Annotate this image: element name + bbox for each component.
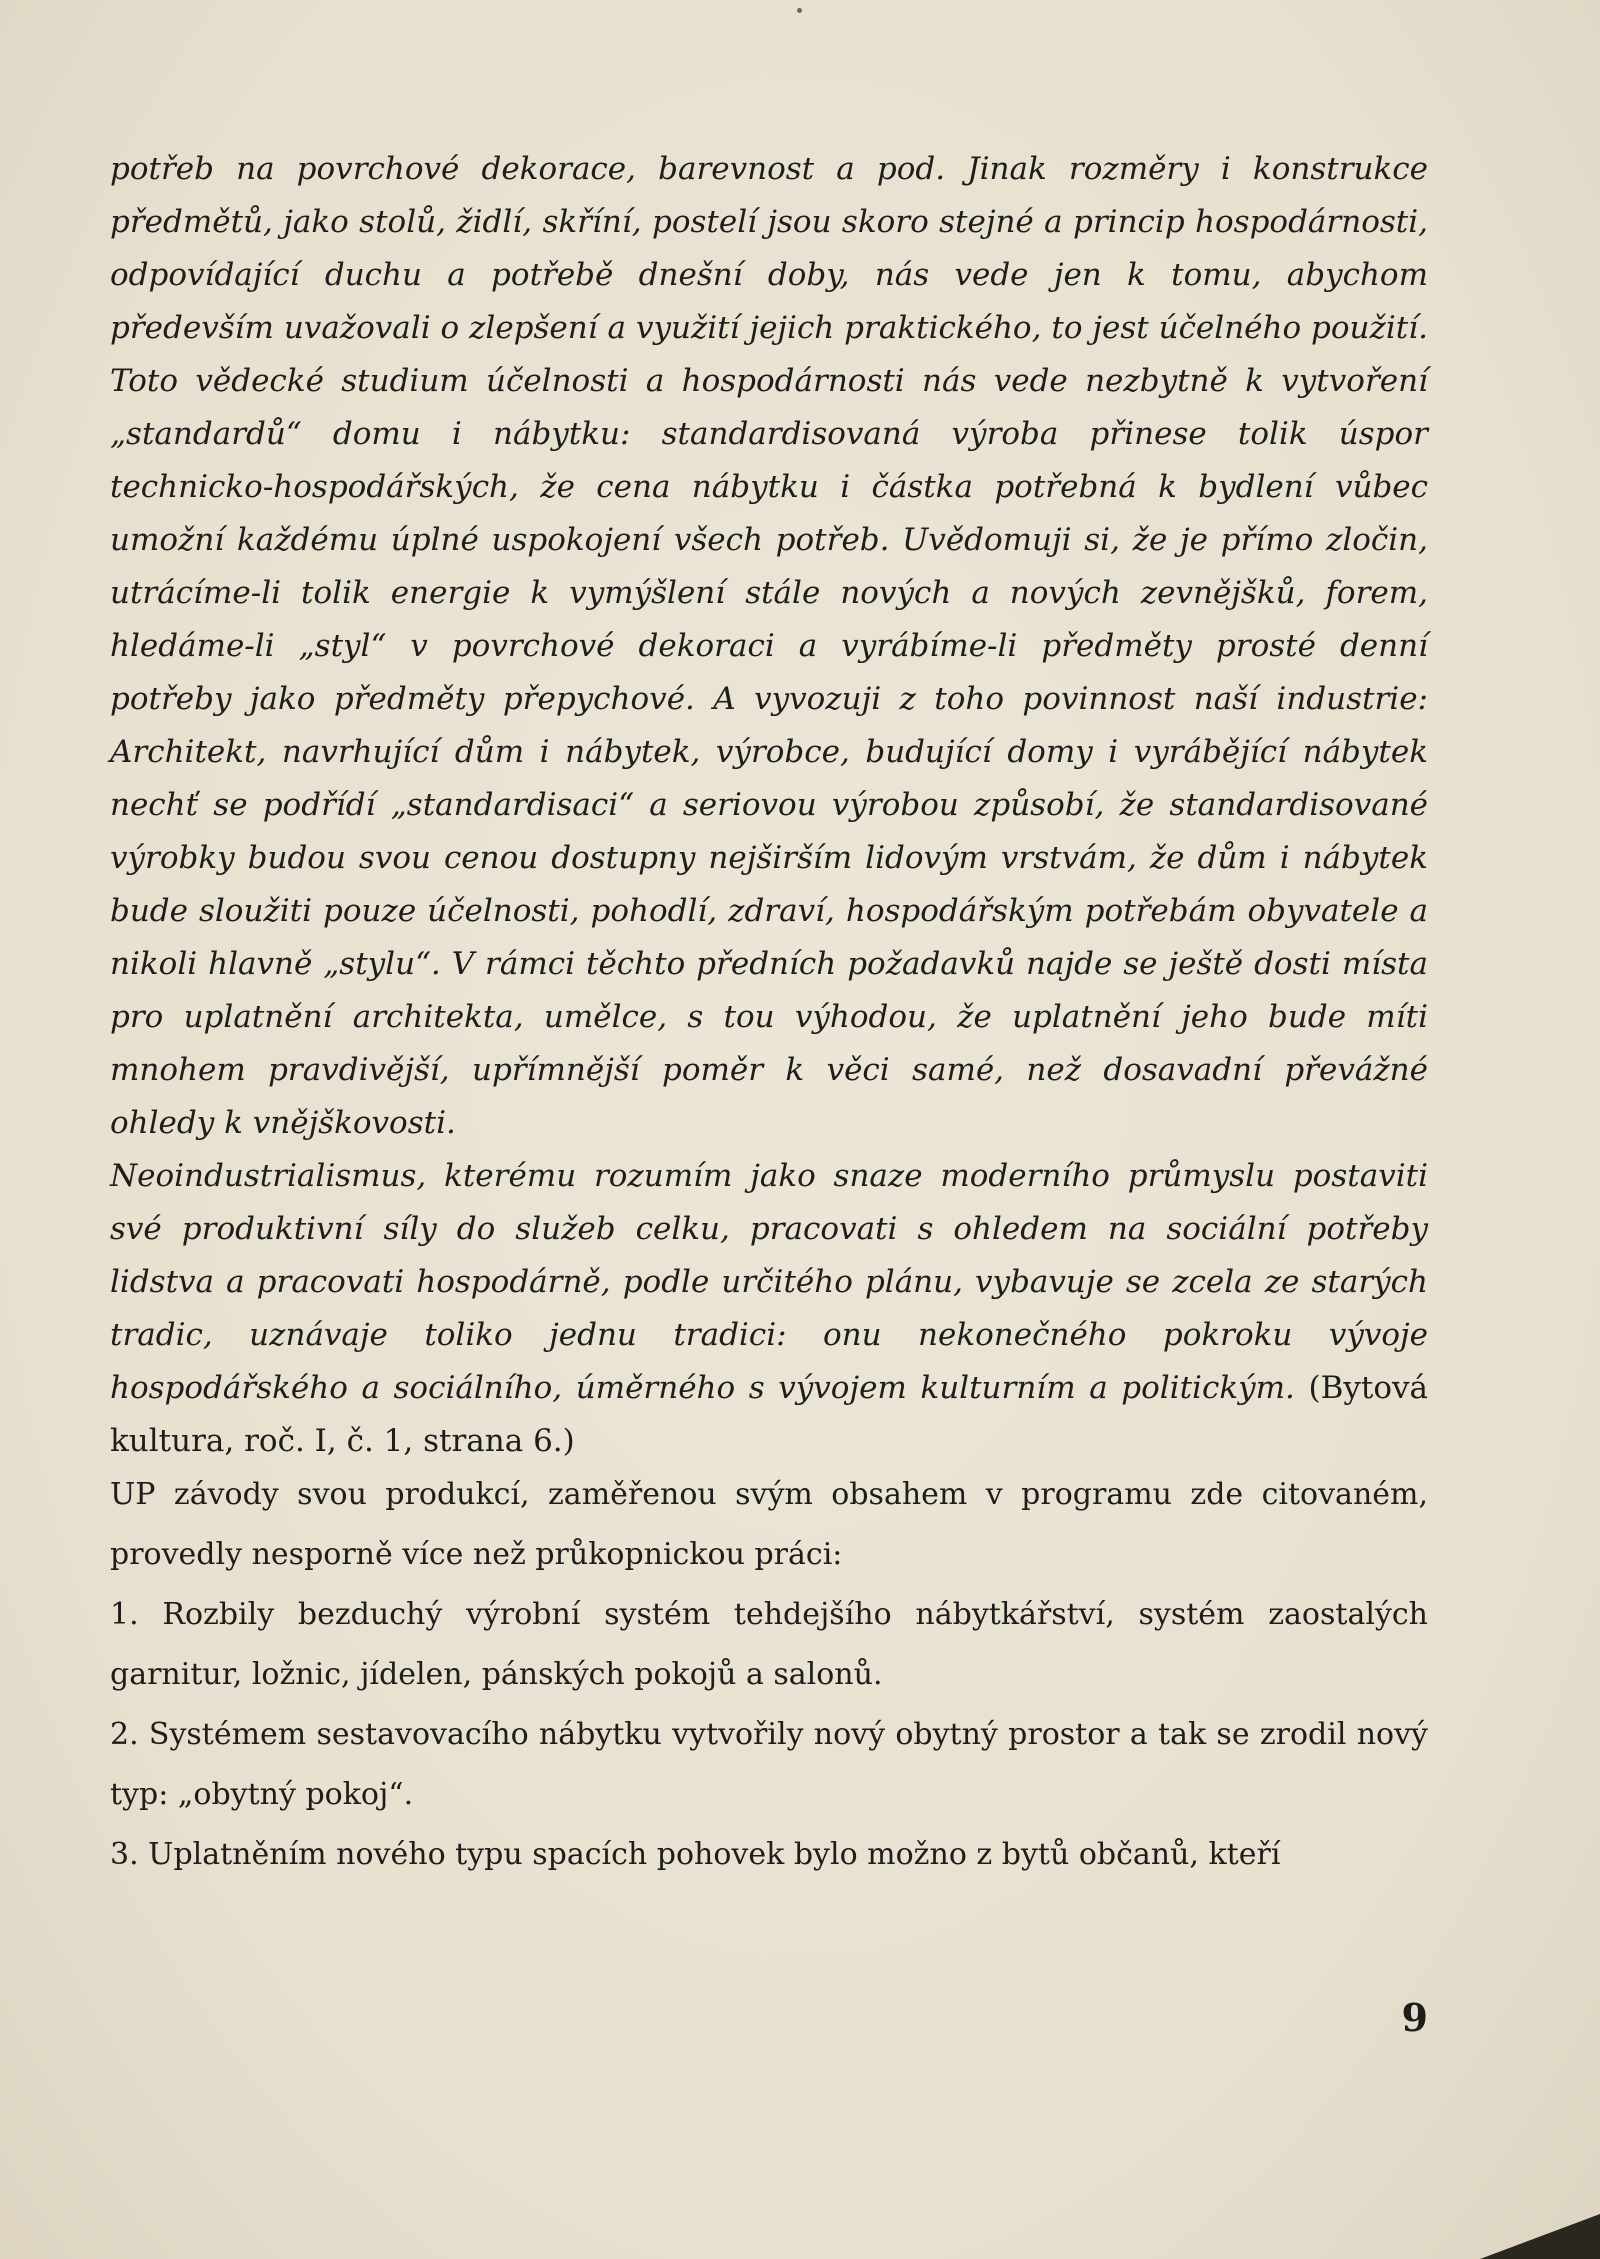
body-paragraph-intro: UP závody svou produkcí, zaměřenou svým obsahem v programu zde citovaném, provedly nesporně více než průkopnickou práci: [110,1477,1428,1572]
quote-paragraph-2-text: Neoindustrialismus, kterému rozumím jako snaze moderního průmyslu postaviti své produktivní síly do služeb celku, pracovati s ohledem na sociální potřeby lidstva a pracovati hospodárně, podle určitého plánu, vybavuje se zcela ze starých tradic, uznávaje toliko jednu tradici: onu nekonečného pokroku vývoje hospodářského a sociálního, úměrného s vývojem kulturním a politickým. [110,1158,1428,1406]
paper-speck [797,8,802,13]
quote-paragraph-2 [110,1150,1428,1468]
page-corner-shadow [1480,2214,1600,2259]
body-text-block [110,1465,1428,1885]
quote-paragraph-1: potřeb na povrchové dekorace, barevnost a pod. Jinak rozměry i konstrukce předmětů, jako stolů, židlí, skříní, postelí jsou skoro stejné a princip hospodárnosti, odpovídající duchu a potřebě dnešní doby, nás vede jen k tomu, abychom především uvažovali o zlepšení a využití jejich praktického, to jest účelného použití. Toto vědecké studium účelnosti a hospodárnosti nás vede nezbytně k vytvoření „standardů“ domu i nábytku: standardisovaná výroba přinese tolik úspor technicko-hospodářských, že cena nábytku i částka potřebná k bydlení vůbec umožní každému úplné uspokojení všech potřeb. Uvědomuji si, že je přímo zločin, utrácíme-li tolik energie k vymýšlení stále nových a nových zevnějšků, forem, hledáme-li „styl“ v povrchové dekoraci a vyrábíme-li předměty prosté denní potřeby jako předměty přepychové. A vyvozuji z toho povinnost naší industrie: Architekt, navrhující dům i nábytek, výrobce, budující domy i vyrábějící nábytek nechť se podřídí „standardisaci“ a seriovou výrobou způsobí, že standardisované výrobky budou svou cenou dostupny nejširším lidovým vrstvám, že dům i nábytek bude sloužiti pouze účelnosti, pohodlí, zdraví, hospodářským potřebám obyvatele a nikoli hlavně „stylu“. V rámci těchto předních požadavků najde se ještě dosti místa pro uplatnění architekta, umělce, s tou výhodou, že uplatnění jeho bude míti mnohem pravdivější, upřímnější poměr k věci samé, než dosavadní převážné ohledy k vnějškovosti. [110,151,1428,1141]
body-list-item-2: 2. Systémem sestavovacího nábytku vytvořily nový obytný prostor a tak se zrodil nový typ: „obytný pokoj“. [110,1717,1428,1812]
italic-quote-block [110,143,1428,1468]
body-list-item-1: 1. Rozbily bezduchý výrobní systém tehdejšího nábytkářství, systém zaostalých garnitur, ložnic, jídelen, pánských pokojů a salonů. [110,1597,1428,1692]
citation: (Bytová kultura, roč. I, č. 1, strana 6.) [110,1370,1428,1459]
page-number: 9 [1401,1995,1428,2040]
body-list-item-3: 3. Uplatněním nového typu spacích pohovek bylo možno z bytů občanů, kteří [110,1837,1281,1872]
